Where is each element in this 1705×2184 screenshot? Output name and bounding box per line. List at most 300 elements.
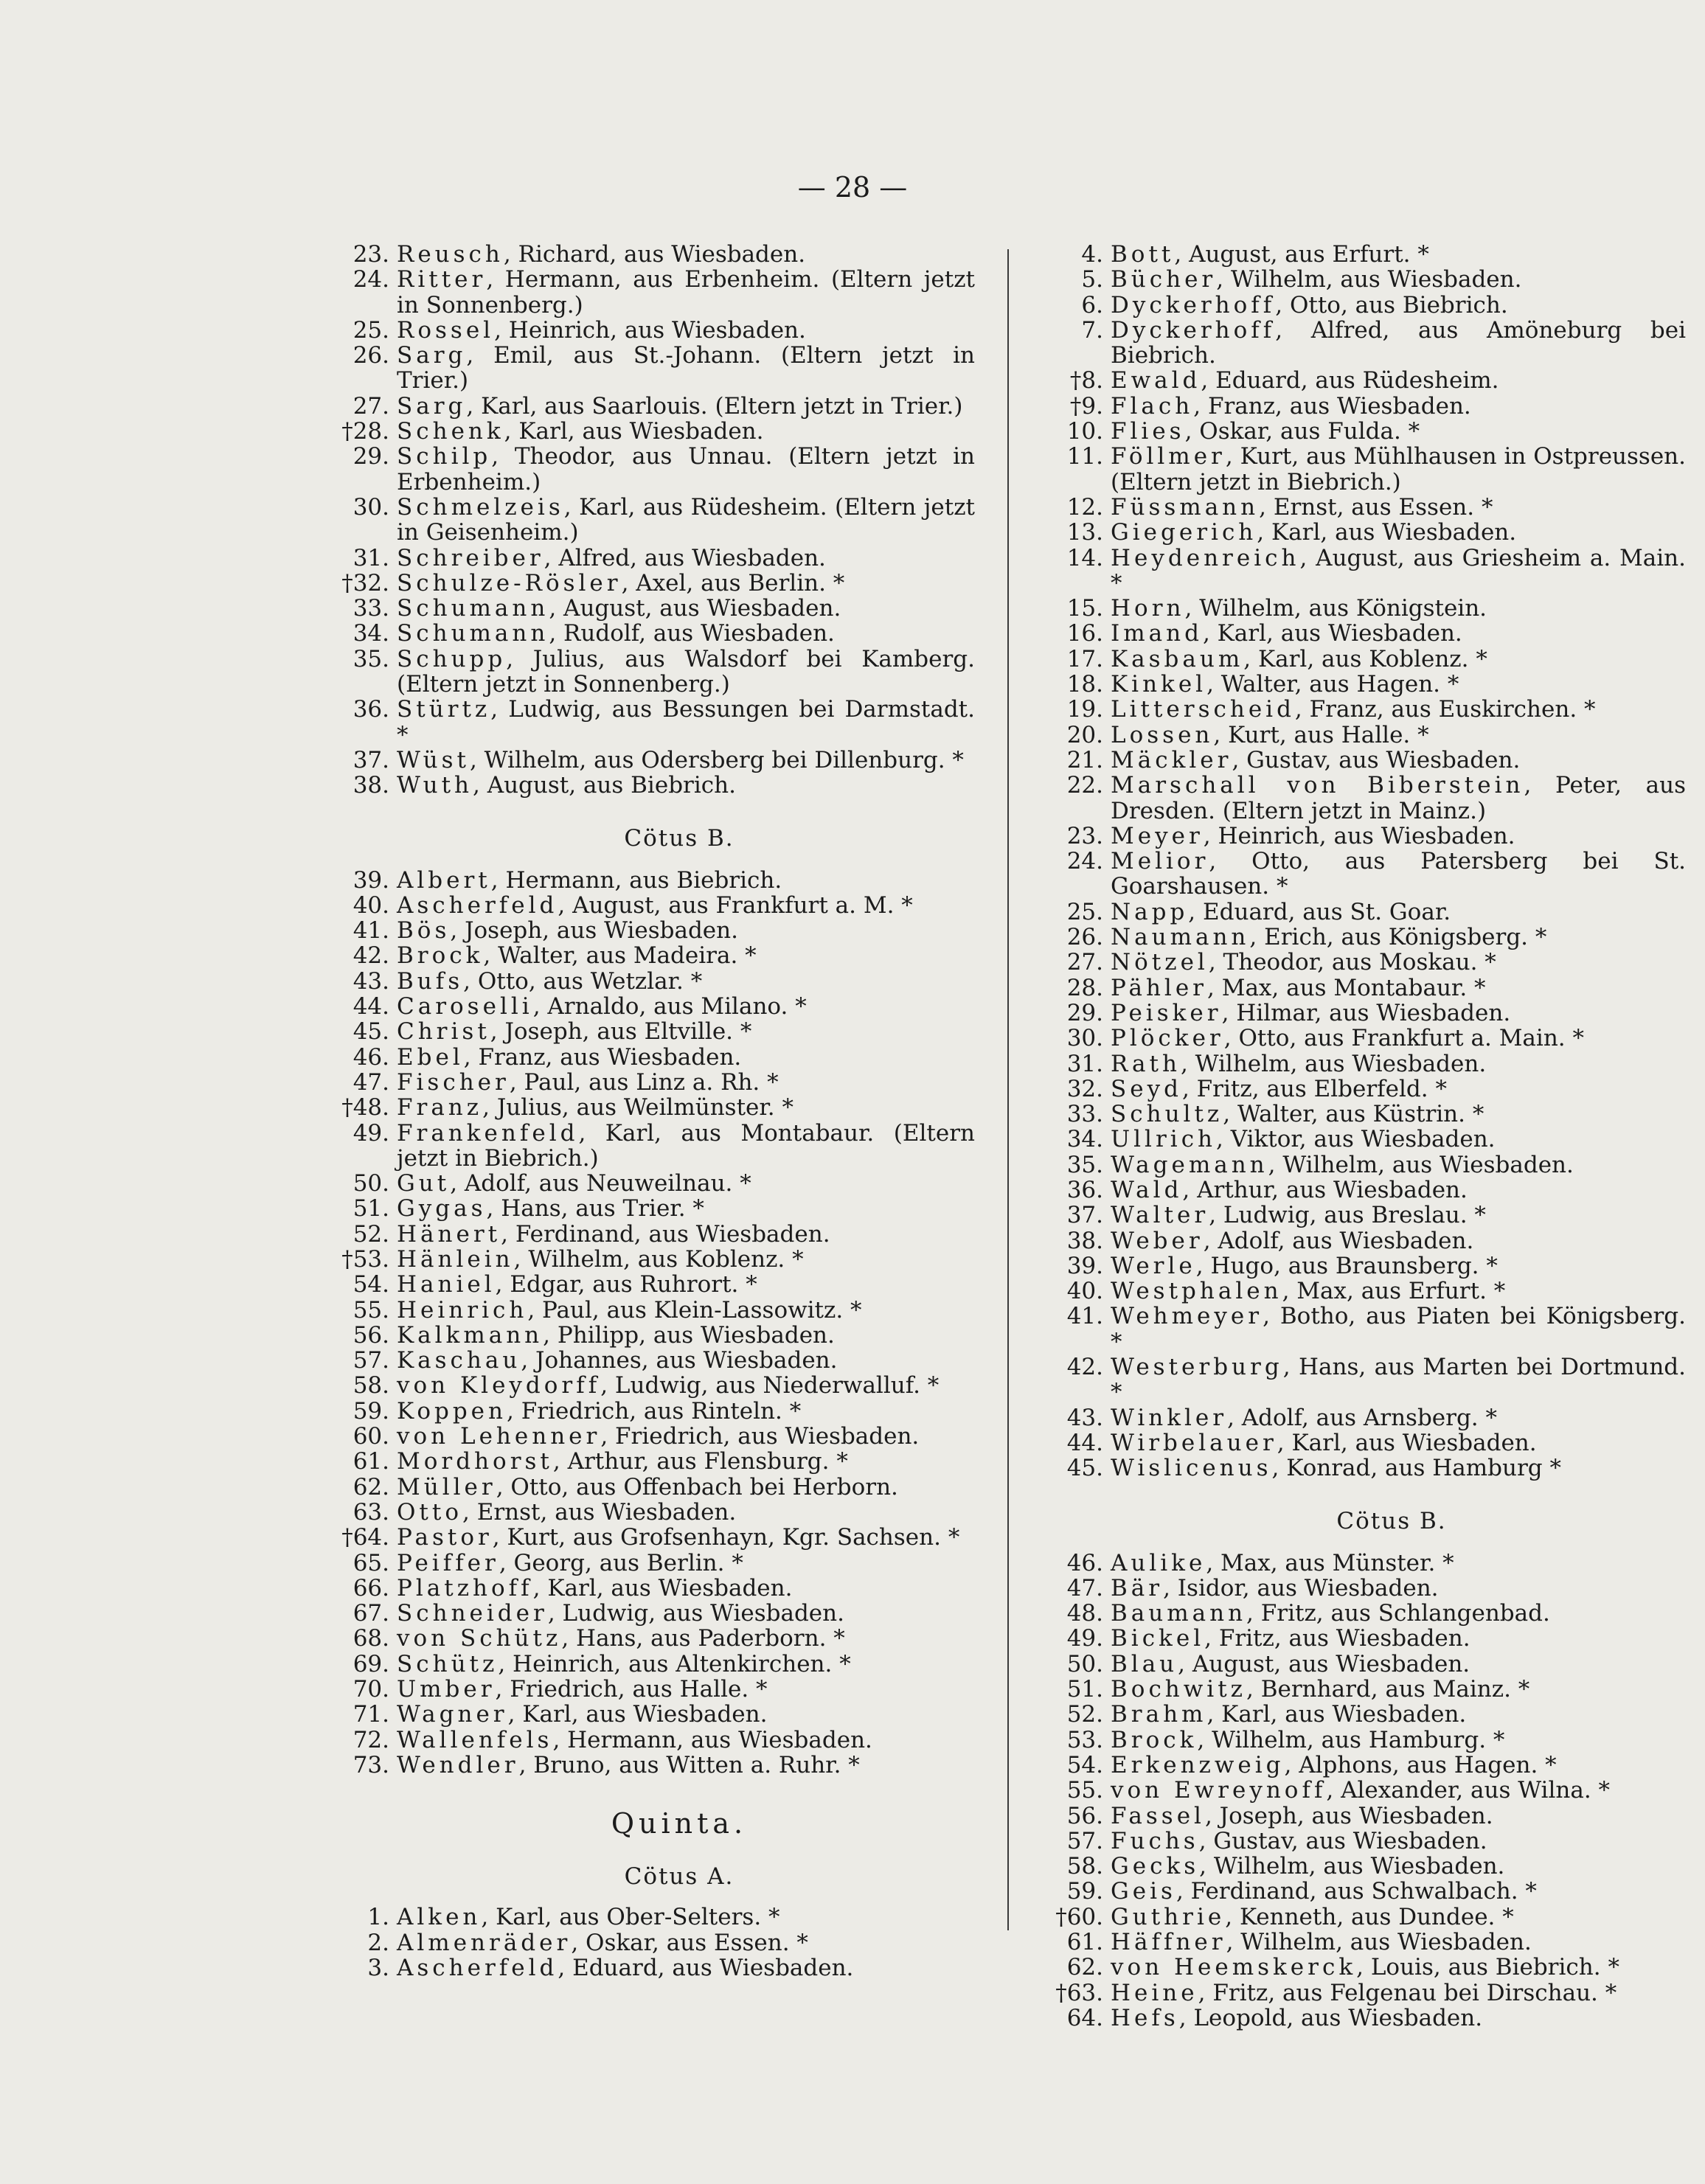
entry-number: 45. xyxy=(353,1018,389,1046)
entry-text xyxy=(397,1905,975,1930)
entry-text xyxy=(397,1070,975,1095)
list-item xyxy=(324,748,975,773)
entry-number: 72. xyxy=(353,1726,389,1753)
list-item xyxy=(1038,1702,1686,1727)
entry-text xyxy=(1111,1905,1686,1930)
entry-text xyxy=(397,444,975,495)
list-item xyxy=(324,1247,975,1272)
entry-number: 61. xyxy=(353,1448,389,1475)
entry-number: 25. xyxy=(353,316,389,344)
list-item xyxy=(324,773,975,798)
entry-text xyxy=(397,1601,975,1626)
entry-details: , Bruno, aus Witten a. Ruhr. * xyxy=(518,1751,860,1778)
entry-surname: Häffner xyxy=(1111,1929,1226,1955)
list-item xyxy=(1038,1980,1686,2006)
entry-details: , Wilhelm, aus Koblenz. * xyxy=(513,1245,804,1273)
left-column xyxy=(324,242,975,1980)
entry-details: , Wilhelm, aus Odersberg bei Dillenburg. * xyxy=(469,746,964,773)
entry-surname: Schupp xyxy=(397,645,507,672)
entry-details: , Friedrich, aus Wiesbaden. xyxy=(600,1423,920,1450)
entry-text xyxy=(1111,1677,1686,1702)
entry-number: 4. xyxy=(1081,241,1103,268)
entry-surname: Dyckerhoff xyxy=(1111,291,1276,319)
list-item xyxy=(324,1955,975,1980)
entry-details: , Karl, aus Rüdesheim. (Eltern jetzt in Geisenheim.) xyxy=(397,493,975,546)
list-item xyxy=(324,394,975,419)
list-item xyxy=(1038,1728,1686,1753)
entry-text xyxy=(397,1449,975,1474)
entry-number: 44. xyxy=(1066,1429,1103,1456)
entry-number: 20. xyxy=(1066,721,1103,748)
list-item xyxy=(324,444,975,495)
entry-number: †9. xyxy=(1069,392,1103,420)
entry-text xyxy=(397,969,975,994)
entry-surname: Flach xyxy=(1111,392,1194,420)
entry-details: , Konrad, aus Hamburg * xyxy=(1271,1455,1561,1482)
entry-surname: Wirbelauer xyxy=(1111,1429,1277,1456)
entry-text xyxy=(1111,1279,1686,1304)
entry-number: 39. xyxy=(1066,1252,1103,1279)
entry-details: , Theodor, aus Moskau. * xyxy=(1208,949,1496,976)
entry-number: 22. xyxy=(1066,772,1103,799)
entry-number: 31. xyxy=(1066,1050,1103,1077)
entry-details: , Arnaldo, aus Milano. * xyxy=(532,993,807,1020)
entry-surname: Wald xyxy=(1111,1176,1183,1203)
list-item xyxy=(324,495,975,546)
list-item xyxy=(1038,1905,1686,1930)
entry-number: 23. xyxy=(353,241,389,268)
entry-details: , August, aus Biebrich. xyxy=(473,772,736,799)
entry-surname: Frankenfeld xyxy=(397,1119,579,1147)
list-item xyxy=(1038,1930,1686,1955)
list-item xyxy=(1038,647,1686,672)
entry-surname: Schumann xyxy=(397,595,549,622)
list-item xyxy=(324,1551,975,1576)
entry-details: , Otto, aus Patersberg bei St. Goarshausen. * xyxy=(1111,848,1686,900)
entry-surname: Pähler xyxy=(1111,974,1207,1001)
entry-text xyxy=(397,1399,975,1424)
entry-surname: Ewald xyxy=(1111,367,1201,394)
left-cotus-a-list xyxy=(324,242,975,799)
entry-surname: Wagner xyxy=(397,1701,508,1728)
entry-surname: Brahm xyxy=(1111,1701,1207,1728)
entry-number: 49. xyxy=(1066,1625,1103,1652)
entry-surname: Umber xyxy=(397,1676,496,1703)
list-item xyxy=(324,1424,975,1449)
list-item xyxy=(324,697,975,748)
entry-surname: Wendler xyxy=(397,1751,519,1778)
entry-number: 12. xyxy=(1066,493,1103,521)
entry-details: , Richard, aus Wiesbaden. xyxy=(503,241,806,268)
entry-surname: Fischer xyxy=(397,1068,510,1096)
list-item xyxy=(324,1196,975,1221)
entry-number: 31. xyxy=(353,544,389,571)
entry-number: 18. xyxy=(1066,671,1103,698)
list-item xyxy=(324,419,975,444)
entry-surname: Bott xyxy=(1111,241,1175,268)
entry-details: , Joseph, aus Wiesbaden. xyxy=(1204,1802,1493,1829)
entry-details: , Karl, aus Wiesbaden. xyxy=(1202,620,1462,647)
entry-details: , Peter, aus Dresden. (Eltern jetzt in Mainz.) xyxy=(1111,772,1686,824)
entry-number: 58. xyxy=(353,1372,389,1399)
entry-text xyxy=(1111,1753,1686,1778)
entry-text xyxy=(397,318,975,343)
entry-number: 67. xyxy=(353,1600,389,1627)
entry-surname: Schneider xyxy=(397,1600,548,1627)
list-item xyxy=(1038,394,1686,419)
right-cotus-a-list xyxy=(1038,242,1686,1481)
entry-number: 6. xyxy=(1081,291,1103,319)
entry-details: , Max, aus Erfurt. * xyxy=(1282,1278,1506,1305)
entry-text xyxy=(1111,647,1686,672)
entry-text xyxy=(397,773,975,798)
list-item xyxy=(324,1272,975,1297)
entry-text xyxy=(1111,444,1686,495)
entry-details: , Hermann, aus Biebrich. xyxy=(490,866,782,894)
entry-details: , Kurt, aus Grofsenhayn, Kgr. Sachsen. * xyxy=(492,1524,960,1551)
list-item xyxy=(324,1121,975,1172)
entry-surname: Gut xyxy=(397,1170,451,1197)
entry-number: 50. xyxy=(1066,1650,1103,1677)
entry-number: 73. xyxy=(353,1751,389,1778)
entry-details: , Gustav, aus Wiesbaden. xyxy=(1232,746,1521,773)
quinta-heading: Quinta. xyxy=(611,1807,748,1840)
list-item xyxy=(1038,950,1686,975)
entry-details: , Viktor, aus Wiesbaden. xyxy=(1216,1126,1496,1153)
entry-text xyxy=(1111,1051,1686,1077)
entry-surname: Franz xyxy=(397,1094,483,1121)
list-item xyxy=(324,1652,975,1677)
entry-text xyxy=(1111,849,1686,900)
entry-surname: Föllmer xyxy=(1111,443,1226,470)
list-item xyxy=(1038,976,1686,1001)
entry-text xyxy=(1111,1354,1686,1405)
entry-surname: Melior xyxy=(1111,848,1209,875)
entry-text xyxy=(1111,976,1686,1001)
entry-number: 2. xyxy=(367,1929,389,1956)
entry-number: 14. xyxy=(1066,544,1103,571)
entry-number: 42. xyxy=(1066,1354,1103,1381)
entry-details: , Bernhard, aus Mainz. * xyxy=(1246,1676,1530,1703)
entry-details: , Franz, aus Wiesbaden. xyxy=(1193,392,1471,420)
entry-number: 26. xyxy=(353,342,389,369)
entry-surname: Haniel xyxy=(397,1271,496,1298)
list-item xyxy=(324,1449,975,1474)
entry-number: †63. xyxy=(1055,1979,1103,2006)
entry-number: 19. xyxy=(1066,696,1103,723)
entry-number: 45. xyxy=(1066,1455,1103,1482)
entry-surname: Stürtz xyxy=(397,696,491,723)
list-item xyxy=(324,343,975,394)
list-item xyxy=(324,571,975,596)
list-item xyxy=(1038,596,1686,621)
entry-details: , Hermann, aus Erbenheim. (Eltern jetzt in Sonnenberg.) xyxy=(397,266,975,319)
entry-number: 23. xyxy=(1066,822,1103,849)
entry-details: , Alfred, aus Amöneburg bei Biebrich. xyxy=(1111,316,1686,369)
entry-number: 29. xyxy=(353,443,389,470)
quinta-cotus-a-list xyxy=(324,1905,975,1980)
entry-details: , Otto, aus Offenbach bei Herborn. xyxy=(496,1473,898,1500)
entry-text xyxy=(397,1652,975,1677)
entry-surname: Heine xyxy=(1111,1979,1198,2006)
entry-text xyxy=(397,1095,975,1120)
list-item xyxy=(324,1095,975,1120)
entry-text xyxy=(1111,1626,1686,1651)
entry-surname: Caroselli xyxy=(397,993,533,1020)
entry-text xyxy=(397,1753,975,1778)
entry-details: , Adolf, aus Wiesbaden. xyxy=(1203,1227,1474,1254)
entry-number: 38. xyxy=(1066,1227,1103,1254)
list-item xyxy=(1038,1551,1686,1576)
entry-number: 13. xyxy=(1066,519,1103,546)
entry-number: †53. xyxy=(341,1245,389,1273)
list-item xyxy=(324,1070,975,1095)
entry-text xyxy=(397,1424,975,1449)
entry-text xyxy=(397,1298,975,1323)
entry-number: 59. xyxy=(1066,1878,1103,1905)
list-item xyxy=(324,943,975,968)
entry-surname: Westerburg xyxy=(1111,1354,1283,1381)
entry-surname: Bochwitz xyxy=(1111,1676,1247,1703)
entry-details: , Eduard, aus Wiesbaden. xyxy=(558,1954,854,1981)
list-item xyxy=(324,318,975,343)
entry-details: , Georg, aus Berlin. * xyxy=(499,1549,743,1576)
entry-surname: Werle xyxy=(1111,1252,1196,1279)
list-item xyxy=(1038,1677,1686,1702)
list-item xyxy=(1038,1203,1686,1228)
entry-text xyxy=(397,1121,975,1172)
entry-number: 24. xyxy=(353,266,389,293)
entry-number: †28. xyxy=(341,418,389,445)
entry-details: , Alfred, aus Wiesbaden. xyxy=(544,544,826,571)
entry-details: , August, aus Wiesbaden. xyxy=(1178,1650,1470,1677)
quinta-cotus-a-heading: Cötus A. xyxy=(624,1863,735,1891)
list-item xyxy=(1038,1626,1686,1651)
list-item xyxy=(1038,419,1686,444)
entry-number: 25. xyxy=(1066,898,1103,925)
entry-number: 30. xyxy=(1066,1025,1103,1052)
entry-surname: Platzhoff xyxy=(397,1574,533,1602)
entry-surname: Horn xyxy=(1111,595,1185,622)
entry-text xyxy=(1111,1102,1686,1127)
entry-details: , Max, aus Montabaur. * xyxy=(1207,974,1486,1001)
entry-surname: Seyd xyxy=(1111,1075,1182,1102)
entry-number: 33. xyxy=(1066,1101,1103,1128)
entry-details: , Oskar, aus Essen. * xyxy=(571,1929,808,1956)
entry-surname: Hänert xyxy=(397,1220,501,1248)
entry-text xyxy=(397,1525,975,1550)
entry-text xyxy=(1111,1980,1686,2006)
list-item xyxy=(1038,1652,1686,1677)
entry-text xyxy=(1111,293,1686,318)
entry-details: , Adolf, aus Neuweilnau. * xyxy=(450,1170,751,1197)
entry-surname: Füssmann xyxy=(1111,493,1260,521)
entry-text xyxy=(1111,1804,1686,1829)
entry-number: 38. xyxy=(353,772,389,799)
entry-surname: Schumann xyxy=(397,620,549,647)
entry-surname: Müller xyxy=(397,1473,496,1500)
entry-surname: Schultz xyxy=(1111,1101,1223,1128)
entry-surname: Nötzel xyxy=(1111,949,1209,976)
entry-text xyxy=(1111,1456,1686,1481)
list-item xyxy=(324,1500,975,1525)
entry-text xyxy=(397,868,975,893)
entry-text xyxy=(1111,242,1686,267)
list-item xyxy=(1038,444,1686,495)
entry-details: , Joseph, aus Eltville. * xyxy=(490,1018,752,1046)
entry-text xyxy=(1111,1576,1686,1601)
list-item xyxy=(324,1525,975,1550)
entry-details: , Heinrich, aus Altenkirchen. * xyxy=(498,1650,851,1677)
entry-text xyxy=(1111,773,1686,824)
entry-text xyxy=(1111,1728,1686,1753)
entry-details: , Wilhelm, aus Wiesbaden. xyxy=(1199,1853,1505,1880)
entry-number: 42. xyxy=(353,942,389,970)
right-cotus-b-heading: Cötus B. xyxy=(1336,1507,1447,1534)
list-item xyxy=(324,1930,975,1955)
entry-number: 52. xyxy=(1066,1701,1103,1728)
entry-surname: von Kleydorff xyxy=(397,1372,601,1399)
list-item xyxy=(324,647,975,698)
entry-text xyxy=(1111,925,1686,950)
entry-text xyxy=(397,1677,975,1702)
list-item xyxy=(1038,1576,1686,1601)
list-item xyxy=(1038,520,1686,545)
entry-details: , Arthur, aus Wiesbaden. xyxy=(1182,1176,1468,1203)
entry-surname: Bär xyxy=(1111,1574,1164,1602)
entry-number: †60. xyxy=(1055,1903,1103,1930)
entry-surname: Schilp xyxy=(397,443,492,470)
entry-details: , Friedrich, aus Halle. * xyxy=(495,1676,768,1703)
entry-number: 52. xyxy=(353,1220,389,1248)
entry-text xyxy=(397,1222,975,1247)
entry-text xyxy=(1111,1601,1686,1626)
entry-number: 43. xyxy=(1066,1404,1103,1431)
list-item xyxy=(324,893,975,918)
entry-details: , Karl, aus Wiesbaden. xyxy=(1277,1429,1537,1456)
entry-number: 62. xyxy=(353,1473,389,1500)
list-item xyxy=(1038,1026,1686,1051)
entry-number: 59. xyxy=(353,1397,389,1425)
entry-text xyxy=(1111,520,1686,545)
entry-surname: Hänlein xyxy=(397,1245,514,1273)
entry-number: †48. xyxy=(341,1094,389,1121)
entry-number: 56. xyxy=(353,1321,389,1349)
entry-text xyxy=(397,495,975,546)
list-item xyxy=(324,1626,975,1651)
entry-text xyxy=(1111,1001,1686,1026)
entry-number: 51. xyxy=(353,1195,389,1223)
entry-number: 61. xyxy=(1066,1929,1103,1955)
entry-details: , Philipp, aus Wiesbaden. xyxy=(543,1321,835,1349)
entry-surname: Ritter xyxy=(397,266,487,293)
list-item xyxy=(1038,1178,1686,1203)
entry-text xyxy=(1111,318,1686,369)
entry-surname: Kaschau xyxy=(397,1347,521,1374)
entry-number: 29. xyxy=(1066,999,1103,1026)
entry-number: 46. xyxy=(353,1043,389,1071)
entry-text xyxy=(1111,1228,1686,1253)
list-item xyxy=(1038,1127,1686,1152)
entry-text xyxy=(397,647,975,698)
list-item xyxy=(324,1348,975,1373)
entry-surname: Ascherfeld xyxy=(397,1954,558,1981)
entry-details: , Kenneth, aus Dundee. * xyxy=(1225,1903,1514,1930)
entry-surname: Geis xyxy=(1111,1878,1176,1905)
entry-details: , Walter, aus Hagen. * xyxy=(1206,671,1459,698)
entry-details: , Adolf, aus Arnsberg. * xyxy=(1227,1404,1498,1431)
entry-number: 70. xyxy=(353,1676,389,1703)
list-item xyxy=(324,1171,975,1196)
list-item xyxy=(1038,1405,1686,1430)
entry-number: 41. xyxy=(353,917,389,945)
entry-details: , Karl, aus Wiesbaden. xyxy=(504,418,764,445)
entry-details: , Erich, aus Königsberg. * xyxy=(1249,924,1547,951)
entry-number: 35. xyxy=(1066,1151,1103,1178)
entry-surname: Brock xyxy=(1111,1726,1198,1753)
entry-surname: Hefs xyxy=(1111,2004,1179,2031)
entry-surname: Fassel xyxy=(1111,1802,1205,1829)
entry-number: 56. xyxy=(1066,1802,1103,1829)
entry-number: 15. xyxy=(1066,595,1103,622)
list-item xyxy=(1038,318,1686,369)
entry-surname: Winkler xyxy=(1111,1404,1228,1431)
entry-text xyxy=(397,1171,975,1196)
entry-surname: Fuchs xyxy=(1111,1827,1199,1854)
list-item xyxy=(324,1475,975,1500)
entry-surname: Sarg xyxy=(397,392,467,420)
right-column xyxy=(1038,242,1686,2031)
entry-details: , Paul, aus Klein-Lassowitz. * xyxy=(527,1296,862,1324)
entry-surname: Otto xyxy=(397,1498,462,1526)
entry-text xyxy=(1111,1253,1686,1279)
list-item xyxy=(324,1298,975,1323)
entry-details: , Hans, aus Marten bei Dortmund. * xyxy=(1111,1354,1686,1406)
entry-number: †64. xyxy=(341,1524,389,1551)
entry-text xyxy=(397,1373,975,1398)
entry-text xyxy=(1111,1551,1686,1576)
entry-surname: Dyckerhoff xyxy=(1111,316,1276,344)
list-item xyxy=(1038,293,1686,318)
entry-number: 17. xyxy=(1066,645,1103,672)
entry-details: , Heinrich, aus Wiesbaden. xyxy=(1203,822,1515,849)
entry-text xyxy=(1111,1702,1686,1727)
entry-text xyxy=(1111,1405,1686,1430)
entry-details: , Max, aus Münster. * xyxy=(1206,1549,1454,1576)
entry-number: 55. xyxy=(353,1296,389,1324)
entry-details: , Wilhelm, aus Wiesbaden. xyxy=(1226,1929,1532,1955)
entry-number: 54. xyxy=(1066,1751,1103,1778)
entry-number: 34. xyxy=(1066,1126,1103,1153)
list-item xyxy=(324,1045,975,1070)
entry-surname: Rath xyxy=(1111,1050,1181,1077)
entry-details: , Alphons, aus Hagen. * xyxy=(1284,1751,1557,1778)
entry-text xyxy=(1111,419,1686,444)
list-item xyxy=(1038,1854,1686,1879)
entry-surname: von Lehenner xyxy=(397,1423,601,1450)
entry-surname: Schenk xyxy=(397,418,504,445)
entry-surname: Schütz xyxy=(397,1650,499,1677)
entry-text xyxy=(1111,1879,1686,1904)
entry-number: 26. xyxy=(1066,924,1103,951)
entry-details: , Paul, aus Linz a. Rh. * xyxy=(509,1068,779,1096)
entry-text xyxy=(397,1702,975,1727)
entry-details: , Louis, aus Biebrich. * xyxy=(1356,1954,1619,1981)
entry-number: 47. xyxy=(1066,1574,1103,1602)
entry-text xyxy=(397,1019,975,1044)
entry-surname: Wagemann xyxy=(1111,1151,1268,1178)
entry-surname: Wuth xyxy=(397,772,473,799)
